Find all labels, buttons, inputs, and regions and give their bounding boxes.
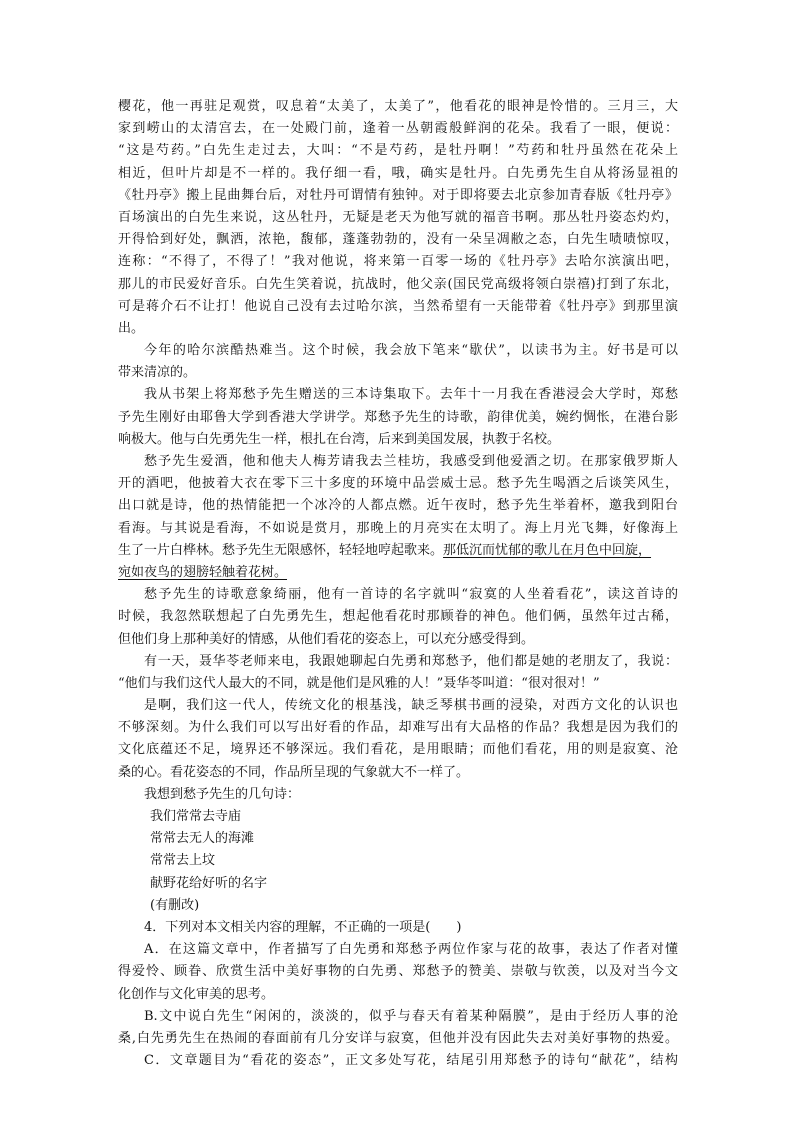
- text-line: 今年的哈尔滨酷热难当。这个时候，我会放下笔来“歇伏”，以读书为主。好书是可以: [144, 343, 678, 359]
- text-line: 樱花，他一再驻足观赏，叹息着“太美了，太美了”，他看花的眼神是怜惜的。三月三，大: [118, 99, 678, 114]
- option-a: [118, 939, 678, 1006]
- text-line: 带来清凉的。: [118, 365, 197, 381]
- text-line: 那儿的市民爱好音乐。白先生笑着说，抗战时，他父亲(国民党高级将领白崇禧)打到了东北，: [118, 276, 678, 292]
- text-line: 愁予先生爱酒，他和他夫人梅芳请我去兰桂坊，我感受到他爱酒之切。在那家俄罗斯人: [144, 454, 678, 469]
- text-line: [118, 540, 678, 562]
- text-line: 《牡丹亭》搬上昆曲舞台后，对牡丹可谓情有独钟。对于即将要去北京参加青春版《牡丹亭》: [118, 187, 678, 203]
- text-line: 出口就是诗，他的热情能把一个冰冷的人都点燃。近午夜时，愁予先生举着杯，邀我到阳台: [118, 498, 678, 514]
- underlined-sentence: 宛如夜鸟的翅膀轻触着花树。: [118, 564, 288, 580]
- paragraph-nie-hualing: [118, 651, 678, 695]
- text-line: 予先生刚好由耶鲁大学到香港大学讲学。郑愁予先生的诗歌，韵律优美，婉约惆怅，在港台影: [118, 409, 678, 425]
- edit-note: (有删改): [150, 897, 200, 913]
- text-line: C．文章题目为“看花的姿态”，正文多处写花，结尾引用郑愁予的诗句“献花”，结构: [144, 1053, 678, 1069]
- text-line: 是啊，我们这一代人，传统文化的根基浅，缺乏琴棋书画的浸染，对西方文化的认识也: [144, 698, 678, 714]
- poem-line: 常常去无人的海滩: [150, 831, 255, 847]
- paragraph-harbin-heat: [118, 340, 678, 384]
- paragraph-peony: [118, 96, 678, 340]
- text-line: 百场演出的白先生来说，这丛牡丹，无疑是老天为他写就的福音书啊。那丛牡丹姿态灼灼，: [118, 209, 678, 225]
- text-line: [118, 562, 678, 584]
- poem-line: 献野花给好听的名字: [150, 875, 268, 891]
- text-line: 响极大。他与白先勇先生一样，根扎在台湾，后来到美国发展，执教于名校。: [118, 431, 561, 447]
- paragraph-wine-sea: [118, 451, 678, 584]
- paragraph-lonely-flower: [118, 584, 678, 651]
- document-page: [118, 96, 678, 1072]
- text-line: 开的酒吧，他披着大衣在零下三十多度的环境中品尝威士忌。愁予先生喝酒之后谈笑风生，: [118, 476, 678, 492]
- text-line: B.文中说白先生“闲闲的，淡淡的，似乎与春天有着某种隔膜”，是由于经历人事的沧: [144, 1008, 678, 1024]
- underlined-sentence: 那低沉而忧郁的歌儿在月色中回旋，: [443, 542, 652, 558]
- text-line: “他们与我们这代人最大的不同，就是他们是风雅的人！”聂华苓叫道：“很对很对！”: [118, 675, 600, 691]
- text-line: 家到崂山的太清宫去，在一处殿门前，逢着一丛朝霞般鲜润的花朵。我看了一眼，便说：: [118, 121, 678, 137]
- paragraph-poetry-books: [118, 384, 678, 451]
- text-line: A．在这篇文章中，作者描写了白先勇和郑愁予两位作家与花的故事，表达了作者对懂: [144, 942, 678, 958]
- question-stem: 4．下列对本文相关内容的理解，不正确的一项是( ): [144, 919, 462, 935]
- text-line: 开得恰到好处，飘洒，浓艳，馥郁，蓬蓬勃勃的，没有一朵呈凋敝之态，白先生啧啧惊叹，: [118, 232, 678, 248]
- text-line: 化创作与文化审美的思考。: [118, 986, 275, 1002]
- text-line: 不够深刻。为什么我们可以写出好看的作品，却难写出有大品格的作品？我想是因为我们的: [118, 720, 678, 736]
- text-line: 得爱怜、顾眷、欣赏生活中美好事物的白先勇、郑愁予的赞美、崇敬与钦羡，以及对当今文: [118, 964, 678, 980]
- text-line: 桑,白先勇先生在热闹的春面前有几分安详与寂寞，但他并没有因此失去对美好事物的热爱。: [118, 1030, 678, 1046]
- text-line: 我从书架上将郑愁予先生赠送的三本诗集取下。去年十一月我在香港浸会大学时，郑愁: [144, 387, 678, 403]
- text-line: 但他们身上那种美好的情感，从他们看花的姿态上，可以充分感受得到。: [118, 631, 535, 647]
- poem-intro: 我想到愁予先生的几句诗：: [144, 786, 301, 802]
- text-line: 出。: [118, 320, 145, 336]
- text-line: 愁予先生的诗歌意象绮丽，他有一首诗的名字就叫“寂寞的人坐着看花”，读这首诗的: [144, 587, 678, 603]
- text-line: “这是芍药。”白先生走过去，大叫：“不是芍药，是牡丹啊！”芍药和牡丹虽然在花朵上: [118, 143, 678, 159]
- text-line: 文化底蕴还不足，境界还不够深远。我们看花，是用眼睛；而他们看花，用的则是寂寞、沧: [118, 742, 678, 758]
- paragraph-culture: [118, 695, 678, 784]
- poem-line: 我们常常去寺庙: [150, 809, 242, 824]
- text-segment: 生了一片白桦林。愁予先生无限感怀，轻轻地哼起歌来。: [118, 542, 444, 558]
- option-c: [118, 1050, 678, 1072]
- option-b: [118, 1006, 678, 1050]
- text-line: 看海。与其说是看海，不如说是赏月，那晚上的月亮实在太明了。海上月光飞舞，好像海上: [118, 520, 678, 536]
- text-line: 连称：“不得了，不得了！”我对他说，将来第一百零一场的《牡丹亭》去哈尔滨演出吧，: [118, 254, 678, 270]
- poem: [118, 806, 678, 895]
- text-line: 桑的心。看花姿态的不同，作品所呈现的气象就大不一样了。: [118, 764, 470, 780]
- text-line: 时候，我忽然联想起了白先勇先生，想起他看花时那顾眷的神色。他们俩，虽然年过古稀，: [118, 609, 678, 625]
- poem-line: 常常去上坟: [150, 853, 216, 869]
- text-line: 有一天，聂华苓老师来电，我跟她聊起白先勇和郑愁予，他们都是她的老朋友了，我说：: [144, 653, 678, 669]
- question-4: [118, 917, 678, 1072]
- text-line: 相近，但叶片却是不一样的。我仔细一看，哦，确实是牡丹。白先勇先生自从将汤显祖的: [118, 165, 678, 181]
- text-line: 可是蒋介石不让打！他说自己没有去过哈尔滨，当然希望有一天能带着《牡丹亭》到那里演: [118, 298, 678, 314]
